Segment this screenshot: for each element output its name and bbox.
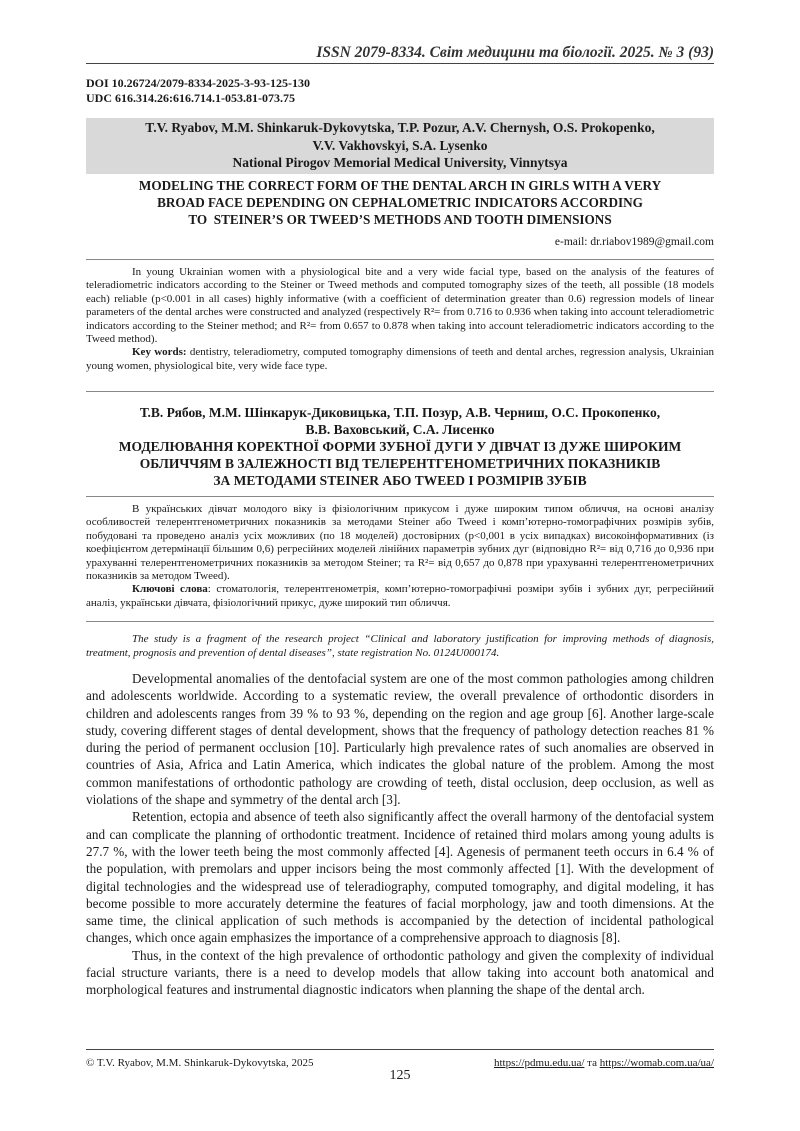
footer-rule <box>86 1049 714 1050</box>
paragraph-3: Thus, in the context of the high prevalence of orthodontic pathology and given the complexity of individual facial structure variants, there is a need to develop models that allow taking into account both anatomical and morphological features and instrumental diagnostic indicators when planning the shape of the dental arch. <box>86 947 714 998</box>
ua-abstract-rule-bottom <box>86 621 714 622</box>
en-keywords-label: Key words: <box>132 346 187 359</box>
ua-abstract-text: В українських дівчат молодого віку із фізіологічним прикусом і дуже широким типом обличчя, на основі аналізу особливостей телерентгенометричних показників за методами Steiner або Tweed і комп’ютерно-томографічних розмірів зубів, побудовані та проведено аналіз усіх можливих (по 18 моделей) достовірних (p<0,001 в усіх випадках) високоінформативних (із коефіцієнтом детермінації більшим 0,6) регресійних моделей лінійних параметрів зубних дуг (відповідно R²= від 0,716 до 0,936 при урахуванні телерентгенометричних показників за методом Steiner; та R²= від 0,657 до 0,878 при урахуванні телерентгенометричних показників за методом Tweed). <box>86 503 714 583</box>
en-keywords <box>86 346 714 373</box>
project-note: The study is a fragment of the research project “Clinical and laboratory justification for improving methods of diagnosis, treatment, prognosis and prevention of dental diseases”, state registration No. 0124U000174. <box>86 633 714 659</box>
doi: DOI 10.26724/2079-8334-2025-3-93-125-130 <box>86 76 310 90</box>
womab-link[interactable]: https://womab.com.ua/ua/ <box>599 1057 714 1069</box>
en-authors-line2: V.V. Vakhovskyi, S.A. Lysenko <box>312 137 488 153</box>
en-affiliation: National Pirogov Memorial Medical University, Vinnytsya <box>232 155 568 170</box>
ua-abstract-rule-top <box>86 496 714 497</box>
ua-abstract <box>86 503 714 610</box>
header-rule <box>86 63 714 64</box>
ua-keywords-label: Ключові слова <box>132 583 208 596</box>
journal-header: ISSN 2079-8334. Світ медицини та біології. 2025. № 3 (93) <box>316 44 714 61</box>
abstract-rule-bottom <box>86 391 714 392</box>
en-authors-line1: T.V. Ryabov, M.M. Shinkaruk-Dykovytska, T.P. Pozur, A.V. Chernysh, O.S. Prokopenko, <box>145 120 655 135</box>
en-title-line2: BROAD FACE DEPENDING ON CEPHALOMETRIC INDICATORS ACCORDING <box>157 195 643 210</box>
pdmu-link[interactable]: https://pdmu.edu.ua/ <box>493 1057 585 1069</box>
footer-link-separator: та <box>584 1057 600 1069</box>
ua-title-line1: МОДЕЛЮВАННЯ КОРЕКТНОЇ ФОРМИ ЗУБНОЇ ДУГИ У ДІВЧАТ ІЗ ДУЖЕ ШИРОКИМ <box>118 439 682 454</box>
copyright: © T.V. Ryabov, M.M. Shinkaruk-Dykovytska, 2025 <box>86 1057 314 1069</box>
ua-authors-line1: Т.В. Рябов, М.М. Шінкарук-Диковицька, Т.П. Позур, А.В. Черниш, О.С. Прокопенко, <box>139 405 661 420</box>
paragraph-2: Retention, ectopia and absence of teeth also significantly affect the overall harmony of the dentofacial system and can complicate the planning of orthodontic treatment. Incidence of retained third molars among young adults is 27.7 %, with the lower teeth being the most commonly affected [4]. Agenesis of permanent teeth occurs in 6.4 % of the population, with premolars and upper incisors being the most commonly affected [1]. With the development of digital technologies and the widespread use of teleradiography, computed tomography, and digital modeling, it has become possible to more accurately determine the features of facial morphology, jaw and tooth dimensions. At the same time, the clinical application of such methods is accompanied by the detection of incidental pathological changes, which once again emphasizes the importance of a comprehensive approach to diagnosis [8]. <box>86 809 714 946</box>
udc: UDC 616.314.26:616.714.1-053.81-073.75 <box>86 91 295 105</box>
ua-authors-block <box>86 404 714 438</box>
en-keywords-text: dentistry, teleradiometry, computed tomography dimensions of teeth and dental arches, regression analysis, Ukrainian young women, physiological bite, very wide face type. <box>86 346 715 372</box>
en-title-line3: TO STEINER’S OR TWEED’S METHODS AND TOOTH DIMENSIONS <box>188 212 612 227</box>
ua-keywords <box>86 583 714 610</box>
en-abstract-text: In young Ukrainian women with a physiological bite and a very wide facial type, based on the analysis of the features of teleradiometric indicators according to the Steiner or Tweed methods and computed tomography sizes of the teeth, all possible (18 models each) reliable (p<0.001 in all cases) highly informative (with a coefficient of determination greater than 0.6) regression models of linear parameters of the dental arches were constructed and analyzed (respectively R²= from 0.716 to 0.936 when taking into account teleradiometric indicators according to the Steiner method; and R²= from 0.657 to 0.878 when taking into account teleradiometric indicators according to the Tweed method). <box>86 266 714 346</box>
en-abstract <box>86 266 714 373</box>
page-number: 125 <box>389 1068 411 1083</box>
main-text <box>86 670 714 999</box>
email: e-mail: dr.riabov1989@gmail.com <box>554 236 714 248</box>
ua-keywords-text: : стоматологія, телерентгенометрія, комп’ютерно-томографічні розміри зубів і зубних дуг, регресійний аналіз, українськи дівчата, фізіологічний прикус, дуже широкий тип обличчя. <box>86 583 715 609</box>
ua-title <box>86 438 714 489</box>
ua-title-line2: ОБЛИЧЧЯМ В ЗАЛЕЖНОСТІ ВІД ТЕЛЕРЕНТГЕНОМЕТРИЧНИХ ПОКАЗНИКІВ <box>139 456 661 471</box>
ua-title-line3: ЗА МЕТОДАМИ STEINER АБО TWEED І РОЗМІРІВ ЗУБІВ <box>213 473 587 488</box>
en-title <box>86 177 714 228</box>
identifiers <box>86 76 310 106</box>
en-title-line1: MODELING THE CORRECT FORM OF THE DENTAL ARCH IN GIRLS WITH A VERY <box>138 178 662 193</box>
paragraph-1: Developmental anomalies of the dentofacial system are one of the most common pathologies among children and adolescents worldwide. According to a systematic review, the overall prevalence of orthodontic disorders in children and adolescents ranges from 39 % to 93 %, depending on the region and age group [6]. Another large-scale study, covering different stages of dental development, shows that the frequency of pathology detection reaches 81 % during the period of permanent occlusion [10]. Particularly high prevalence rates of such anomalies are observed in countries of Asia, Africa and Latin America, which indicates the global nature of the problem. Among the most common manifestations of orthodontic pathology are crowding of teeth, distal occlusion, deep occlusion, as well as violations of the shape and symmetry of the dental arch [3]. <box>86 671 714 808</box>
ua-authors-line2: В.В. Ваховський, С.А. Лисенко <box>305 422 495 437</box>
abstract-rule-top <box>86 259 714 260</box>
en-authors-block <box>86 118 714 174</box>
